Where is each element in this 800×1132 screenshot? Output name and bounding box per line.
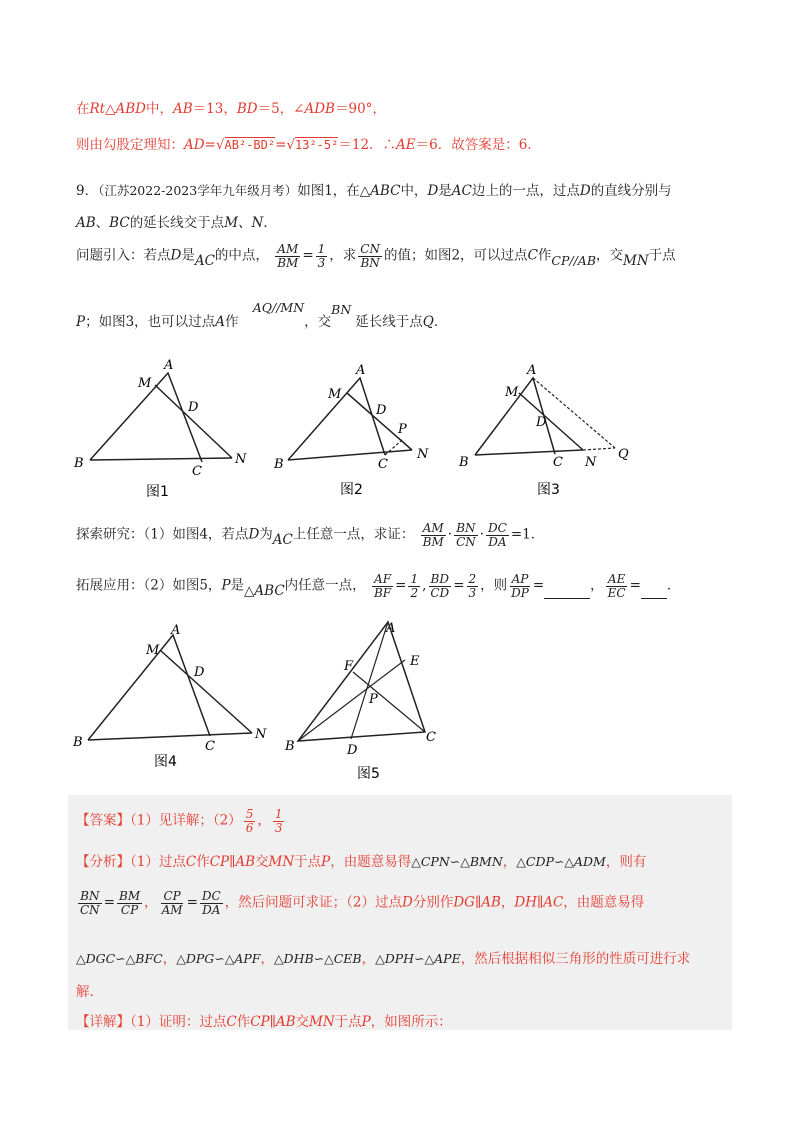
text: △DGC∽△BFC bbox=[76, 951, 163, 966]
text: △CPN∽△BMN bbox=[411, 854, 503, 869]
text: ， bbox=[162, 951, 177, 967]
text: ， bbox=[500, 894, 515, 911]
text: △DPH∽△APE bbox=[375, 951, 461, 966]
text: ，如图所示： bbox=[370, 1014, 452, 1030]
text: ，求 bbox=[329, 247, 357, 264]
label-p: P bbox=[398, 422, 407, 437]
denominator: 6 bbox=[245, 820, 254, 835]
question-line-1 bbox=[76, 179, 672, 199]
text: 是 bbox=[438, 183, 452, 199]
text: AB bbox=[76, 215, 96, 231]
label-n: N bbox=[235, 452, 247, 467]
text: △DHB∽△CEB bbox=[273, 951, 362, 966]
text: ＝13， bbox=[192, 101, 237, 117]
text: 是 bbox=[181, 247, 195, 264]
fraction-dc-da bbox=[200, 890, 223, 916]
numerator: 1 bbox=[317, 242, 326, 256]
analysis-tag: 【分析】 bbox=[76, 854, 130, 870]
text: 交 bbox=[295, 1014, 310, 1030]
text: =1 bbox=[510, 526, 531, 543]
label-d: D bbox=[376, 403, 387, 418]
numerator: AF bbox=[374, 572, 392, 586]
figure-caption: 图2 bbox=[340, 482, 363, 498]
figure-1 bbox=[70, 355, 265, 500]
text: 在 bbox=[76, 101, 90, 117]
detail-line bbox=[76, 1010, 452, 1030]
text: ；如图3，也可以过点 bbox=[85, 314, 216, 330]
text: ，由题意易得 bbox=[563, 894, 645, 911]
sqrt-expression-1: √AB²-BD² bbox=[215, 137, 276, 153]
label-e: E bbox=[410, 654, 420, 669]
text: = bbox=[629, 577, 641, 594]
text: P bbox=[76, 314, 86, 330]
label-b: B bbox=[74, 456, 84, 471]
text: （1）过点 bbox=[130, 854, 186, 870]
fraction-am-bm bbox=[421, 522, 446, 548]
text: 于点 bbox=[648, 247, 676, 264]
text: ， bbox=[590, 577, 604, 594]
denominator: DA bbox=[202, 902, 221, 917]
text: 中， bbox=[400, 183, 428, 199]
text: 边上的一点，过点 bbox=[471, 183, 580, 199]
text: 分别作 bbox=[412, 894, 454, 911]
text: CP∥AB bbox=[209, 854, 256, 870]
fraction-bm-cp bbox=[117, 890, 142, 916]
text: D bbox=[402, 894, 413, 911]
denominator: CP bbox=[120, 902, 139, 917]
question-line-2 bbox=[76, 211, 277, 231]
text: ． bbox=[433, 314, 448, 330]
denominator: 3 bbox=[274, 820, 283, 835]
text: C bbox=[226, 1014, 237, 1030]
label-p: P bbox=[369, 692, 378, 707]
text: MN bbox=[623, 252, 649, 269]
text: （1）证明：过点 bbox=[130, 1014, 227, 1030]
text: = bbox=[103, 894, 115, 911]
text: 作 bbox=[224, 314, 239, 330]
text: 作 bbox=[196, 854, 210, 870]
text: 于点 bbox=[334, 1014, 362, 1030]
text: ＝6．故答案是：6． bbox=[415, 137, 541, 153]
text: 作 bbox=[236, 1014, 251, 1030]
label-n: N bbox=[585, 455, 597, 470]
fraction-bd-cd bbox=[428, 573, 451, 599]
text: 13²-5² bbox=[295, 138, 339, 152]
fraction-ae-ec bbox=[606, 573, 628, 599]
fraction-bn-cn bbox=[78, 890, 102, 916]
numerator: 1 bbox=[410, 572, 419, 586]
denominator: EC bbox=[607, 585, 626, 600]
text: ， bbox=[260, 951, 274, 967]
text: , bbox=[422, 577, 427, 594]
fraction-one-half bbox=[408, 573, 420, 599]
label-m: M bbox=[505, 385, 519, 400]
label-q: Q bbox=[618, 447, 629, 462]
prev-line-1 bbox=[76, 97, 386, 117]
text: 探索研究：（1）如图4，若点 bbox=[76, 526, 249, 543]
numerator: CN bbox=[360, 242, 380, 256]
denominator: BN bbox=[360, 255, 380, 270]
numerator: BD bbox=[430, 572, 449, 586]
numerator: 2 bbox=[468, 572, 477, 586]
text: △ABC bbox=[244, 582, 285, 599]
text: = bbox=[453, 577, 465, 594]
label-a: A bbox=[164, 358, 174, 373]
numerator: AM bbox=[422, 521, 444, 535]
text: AB²-BD² bbox=[224, 138, 276, 152]
text: = bbox=[204, 137, 216, 153]
text: D bbox=[248, 526, 260, 543]
numerator: DC bbox=[488, 521, 507, 535]
text: ． bbox=[666, 577, 681, 594]
label-m: M bbox=[138, 376, 152, 391]
text: P bbox=[321, 854, 331, 870]
label-b: B bbox=[274, 457, 284, 472]
text: ， bbox=[361, 951, 376, 967]
fraction-af-bf bbox=[372, 573, 393, 599]
label-n: N bbox=[255, 727, 267, 742]
fraction-bn-cn bbox=[454, 522, 478, 548]
text: 则由勾股定理知： bbox=[76, 137, 184, 153]
analysis-line-1 bbox=[76, 850, 646, 870]
question-line-4 bbox=[76, 300, 448, 330]
denominator: AM bbox=[161, 902, 183, 917]
label-f: F bbox=[344, 659, 354, 674]
text: M、N bbox=[224, 215, 264, 231]
text: ． bbox=[263, 215, 277, 231]
text: ，由题意易得 bbox=[330, 854, 412, 870]
text: ， bbox=[257, 812, 271, 829]
label-b: B bbox=[285, 739, 295, 754]
denominator: DA bbox=[488, 534, 507, 549]
figure-caption: 图5 bbox=[357, 766, 380, 782]
text: 的值；如图2，可以过点 bbox=[383, 247, 528, 264]
fraction-one-third bbox=[273, 808, 285, 834]
text: ＝5，∠ bbox=[257, 101, 305, 117]
text: D bbox=[427, 183, 439, 199]
numerator: CP bbox=[163, 889, 181, 903]
label-c: C bbox=[192, 464, 202, 479]
text: DG∥AB bbox=[453, 894, 501, 911]
text: ， bbox=[502, 854, 517, 870]
text: BD bbox=[236, 101, 258, 117]
text: 拓展应用：（2）如图5， bbox=[76, 577, 222, 594]
text: ， bbox=[144, 894, 158, 911]
fraction-one-third bbox=[316, 243, 328, 269]
text: Q bbox=[422, 314, 434, 330]
text: 如图1，在 bbox=[297, 183, 360, 199]
fraction-cn-bn bbox=[358, 243, 382, 269]
fraction-dc-da bbox=[486, 522, 509, 548]
denominator: BM bbox=[277, 255, 299, 270]
numerator: AM bbox=[277, 242, 299, 256]
text: 是 bbox=[230, 577, 245, 594]
text: = bbox=[302, 247, 314, 264]
text: ADB bbox=[304, 101, 335, 117]
fraction-ap-dp bbox=[509, 573, 531, 599]
text: 问题引入：若点 bbox=[76, 247, 171, 264]
denominator: 3 bbox=[317, 255, 326, 270]
numerator: 5 bbox=[245, 807, 254, 821]
question-line-5 bbox=[76, 522, 544, 548]
text: AC bbox=[451, 183, 472, 199]
figure-5 bbox=[283, 612, 463, 784]
sqrt-expression-2: √13²-5² bbox=[286, 137, 339, 153]
denominator: CD bbox=[430, 585, 450, 600]
text: 、 bbox=[95, 215, 110, 231]
text: AB bbox=[172, 101, 193, 117]
text: P bbox=[221, 577, 231, 594]
answer-tag: 【答案】 bbox=[76, 812, 130, 829]
text: · bbox=[447, 526, 453, 543]
text: AD bbox=[184, 137, 205, 153]
text: 作 bbox=[537, 247, 552, 264]
text: = bbox=[532, 577, 545, 594]
fraction-two-thirds bbox=[467, 573, 479, 599]
text: AC bbox=[194, 252, 215, 269]
label-c: C bbox=[205, 739, 215, 754]
text: △ABC bbox=[359, 183, 401, 199]
text: MN bbox=[309, 1014, 335, 1030]
text: 的中点， bbox=[214, 247, 269, 264]
text: ，则有 bbox=[605, 854, 647, 870]
prev-line-2 bbox=[76, 133, 541, 153]
text: 内任意一点， bbox=[284, 577, 366, 594]
label-d: D bbox=[536, 415, 547, 430]
answer-blank-1[interactable] bbox=[544, 586, 590, 599]
numerator: DC bbox=[201, 889, 221, 903]
text: ，交 bbox=[596, 247, 624, 264]
numerator: BN bbox=[80, 889, 100, 903]
analysis-line-3 bbox=[76, 947, 690, 967]
text: = bbox=[275, 137, 287, 153]
figure-2 bbox=[270, 360, 440, 500]
label-a: A bbox=[386, 621, 396, 636]
text: △CDP∽△ADM bbox=[516, 854, 606, 869]
question-line-3 bbox=[76, 243, 676, 269]
text: 于点 bbox=[294, 854, 322, 870]
text: 解. bbox=[76, 984, 94, 1000]
text: C bbox=[185, 854, 197, 870]
denominator: 3 bbox=[468, 585, 477, 600]
label-b: B bbox=[73, 735, 83, 750]
label-m: M bbox=[328, 387, 342, 402]
label-a: A bbox=[171, 623, 181, 638]
text: P bbox=[361, 1014, 371, 1030]
label-b: B bbox=[459, 455, 469, 470]
label-d: D bbox=[194, 665, 205, 680]
numerator: BN bbox=[456, 521, 476, 535]
text: CP//AB bbox=[551, 252, 597, 268]
label-d: D bbox=[347, 743, 358, 758]
denominator: CN bbox=[456, 534, 476, 549]
text: 的直线分别与 bbox=[590, 183, 672, 199]
text: AE bbox=[396, 137, 416, 153]
numerator: AP bbox=[511, 572, 529, 586]
text: D bbox=[579, 183, 591, 199]
question-source: （江苏2022-2023学年九年级月考） bbox=[98, 183, 298, 198]
label-n: N bbox=[417, 447, 429, 462]
text: Rt△ABD bbox=[89, 101, 146, 117]
denominator: DP bbox=[511, 585, 529, 600]
label-c: C bbox=[378, 457, 388, 472]
text: （1）见详解；（2） bbox=[130, 812, 242, 829]
text: ，然后根据相似三角形的性质可进行求 bbox=[460, 951, 691, 967]
text: AC bbox=[272, 531, 293, 548]
text: △DPG∽△APF bbox=[176, 951, 261, 966]
denominator: CN bbox=[80, 902, 100, 917]
detail-tag: 【详解】 bbox=[76, 1014, 130, 1030]
text: BN bbox=[331, 302, 352, 317]
text: = bbox=[186, 894, 198, 911]
text: 为 bbox=[259, 526, 273, 543]
label-a: A bbox=[527, 363, 537, 378]
label-d: D bbox=[188, 400, 199, 415]
numerator: BM bbox=[119, 889, 141, 903]
question-line-6 bbox=[76, 573, 680, 599]
analysis-line-4 bbox=[76, 980, 94, 1000]
denominator: 2 bbox=[410, 585, 419, 600]
text: 的延长线交于点 bbox=[129, 215, 225, 231]
text: DH∥AC bbox=[514, 894, 564, 911]
denominator: BF bbox=[373, 585, 392, 600]
answer-line bbox=[76, 808, 286, 834]
text: · bbox=[479, 526, 485, 543]
fraction-five-sixths bbox=[244, 808, 256, 834]
figure-caption: 图3 bbox=[537, 482, 560, 498]
question-number: 9． bbox=[76, 183, 99, 199]
text: 交 bbox=[255, 854, 269, 870]
text: A bbox=[215, 314, 225, 330]
text: 延长线于点 bbox=[355, 314, 423, 330]
text: D bbox=[170, 247, 182, 264]
text: MN bbox=[268, 854, 295, 870]
text: 中， bbox=[145, 101, 173, 117]
figure-caption: 图4 bbox=[154, 754, 177, 770]
denominator: BM bbox=[422, 534, 444, 549]
text: BC bbox=[109, 215, 130, 231]
text: ＝12．∴ bbox=[338, 137, 397, 153]
text: 上任意一点，求证： bbox=[292, 526, 415, 543]
text: ＝90°， bbox=[334, 101, 386, 117]
text: C bbox=[527, 247, 538, 264]
figure-3 bbox=[455, 360, 655, 500]
text: ，则 bbox=[480, 577, 508, 594]
numerator: AE bbox=[607, 572, 626, 586]
numerator: 1 bbox=[274, 807, 283, 821]
text: ，然后问题可求证；（2）过点 bbox=[224, 894, 403, 911]
text: ． bbox=[530, 526, 545, 543]
text: = bbox=[395, 577, 407, 594]
fraction-cp-am bbox=[160, 890, 185, 916]
text: AQ//MN bbox=[252, 300, 305, 315]
text: CP∥AB bbox=[250, 1014, 296, 1030]
text: ，交 bbox=[304, 314, 332, 330]
fraction-am-bm bbox=[275, 243, 300, 269]
figure-4 bbox=[70, 620, 280, 770]
figure-caption: 图1 bbox=[146, 484, 169, 500]
label-c: C bbox=[553, 455, 563, 470]
label-m: M bbox=[146, 643, 160, 658]
analysis-line-2 bbox=[76, 890, 644, 916]
label-c: C bbox=[426, 730, 436, 745]
answer-blank-2[interactable] bbox=[641, 586, 667, 599]
label-a: A bbox=[356, 363, 366, 378]
